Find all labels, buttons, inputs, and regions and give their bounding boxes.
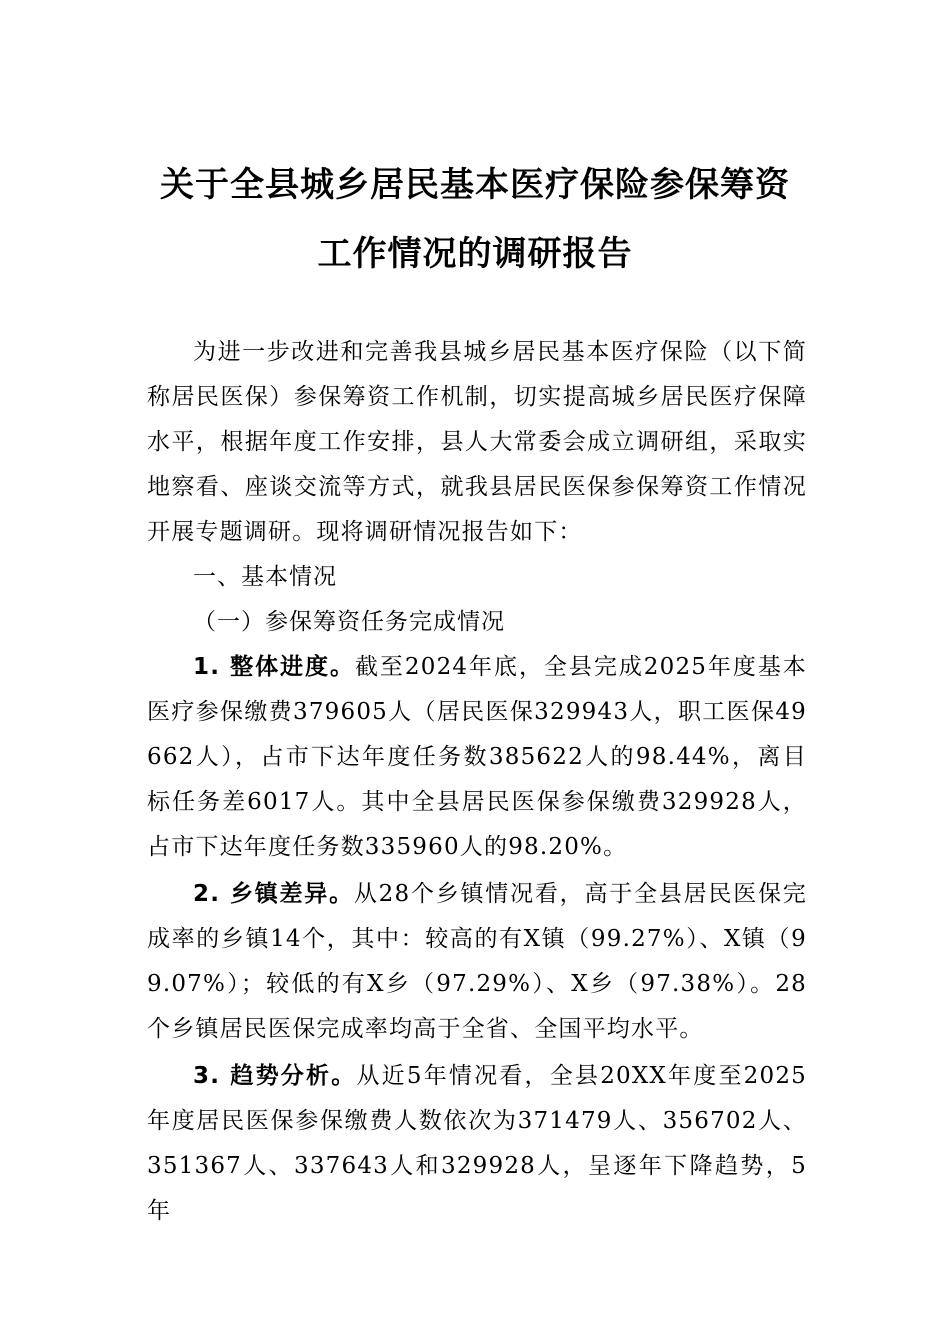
intro-paragraph: 为进一步改进和完善我县城乡居民基本医疗保险（以下简称居民医保）参保筹资工作机制，切实提高城乡居民医疗保障水平，根据年度工作安排，县人大常委会成立调研组，采取实地察看、座谈交流等方式，就我县居民医保参保筹资工作情况开展专题调研。现将调研情况报告如下：: [147, 339, 807, 545]
paragraph-township-differences: [147, 872, 807, 1052]
lead-trend-analysis: 3. 趋势分析。: [193, 1063, 357, 1089]
paragraph-trend-analysis: [147, 1054, 807, 1234]
subsection-heading-task-completion: （一）参保筹资任务完成情况: [193, 609, 505, 635]
report-title-line-1: 关于全县城乡居民基本医疗保险参保筹资: [160, 165, 790, 205]
paragraph-overall-progress: [147, 645, 807, 870]
report-title-line-2: 工作情况的调研报告: [317, 234, 633, 274]
lead-overall-progress: 1. 整体进度。: [193, 654, 355, 680]
text-township-differences: 从28个乡镇情况看，高于全县居民医保完成率的乡镇14个，其中：较高的有X镇（99.27%）、X镇（99.07%）；较低的有X乡（97.29%）、X乡（97.38%）。28个乡镇居民医保完成率均高于全省、全国平均水平。: [147, 881, 807, 1042]
report-body: [147, 330, 807, 1234]
text-overall-progress: 截至2024年底，全县完成2025年度基本医疗参保缴费379605人（居民医保329943人，职工医保49662人），占市下达年度任务数385622人的98.44%，离目标任务差6017人。其中全县居民医保参保缴费329928人，占市下达年度任务数335960人的98.20%。: [147, 654, 807, 860]
section-heading-basic-situation: 一、基本情况: [193, 564, 337, 590]
text-trend-analysis: 从近5年情况看，全县20XX年度至2025年度居民医保参保缴费人数依次为371479人、356702人、351367人、337643人和329928人，呈逐年下降趋势，5年: [147, 1063, 807, 1224]
lead-township-differences: 2. 乡镇差异。: [193, 881, 354, 907]
